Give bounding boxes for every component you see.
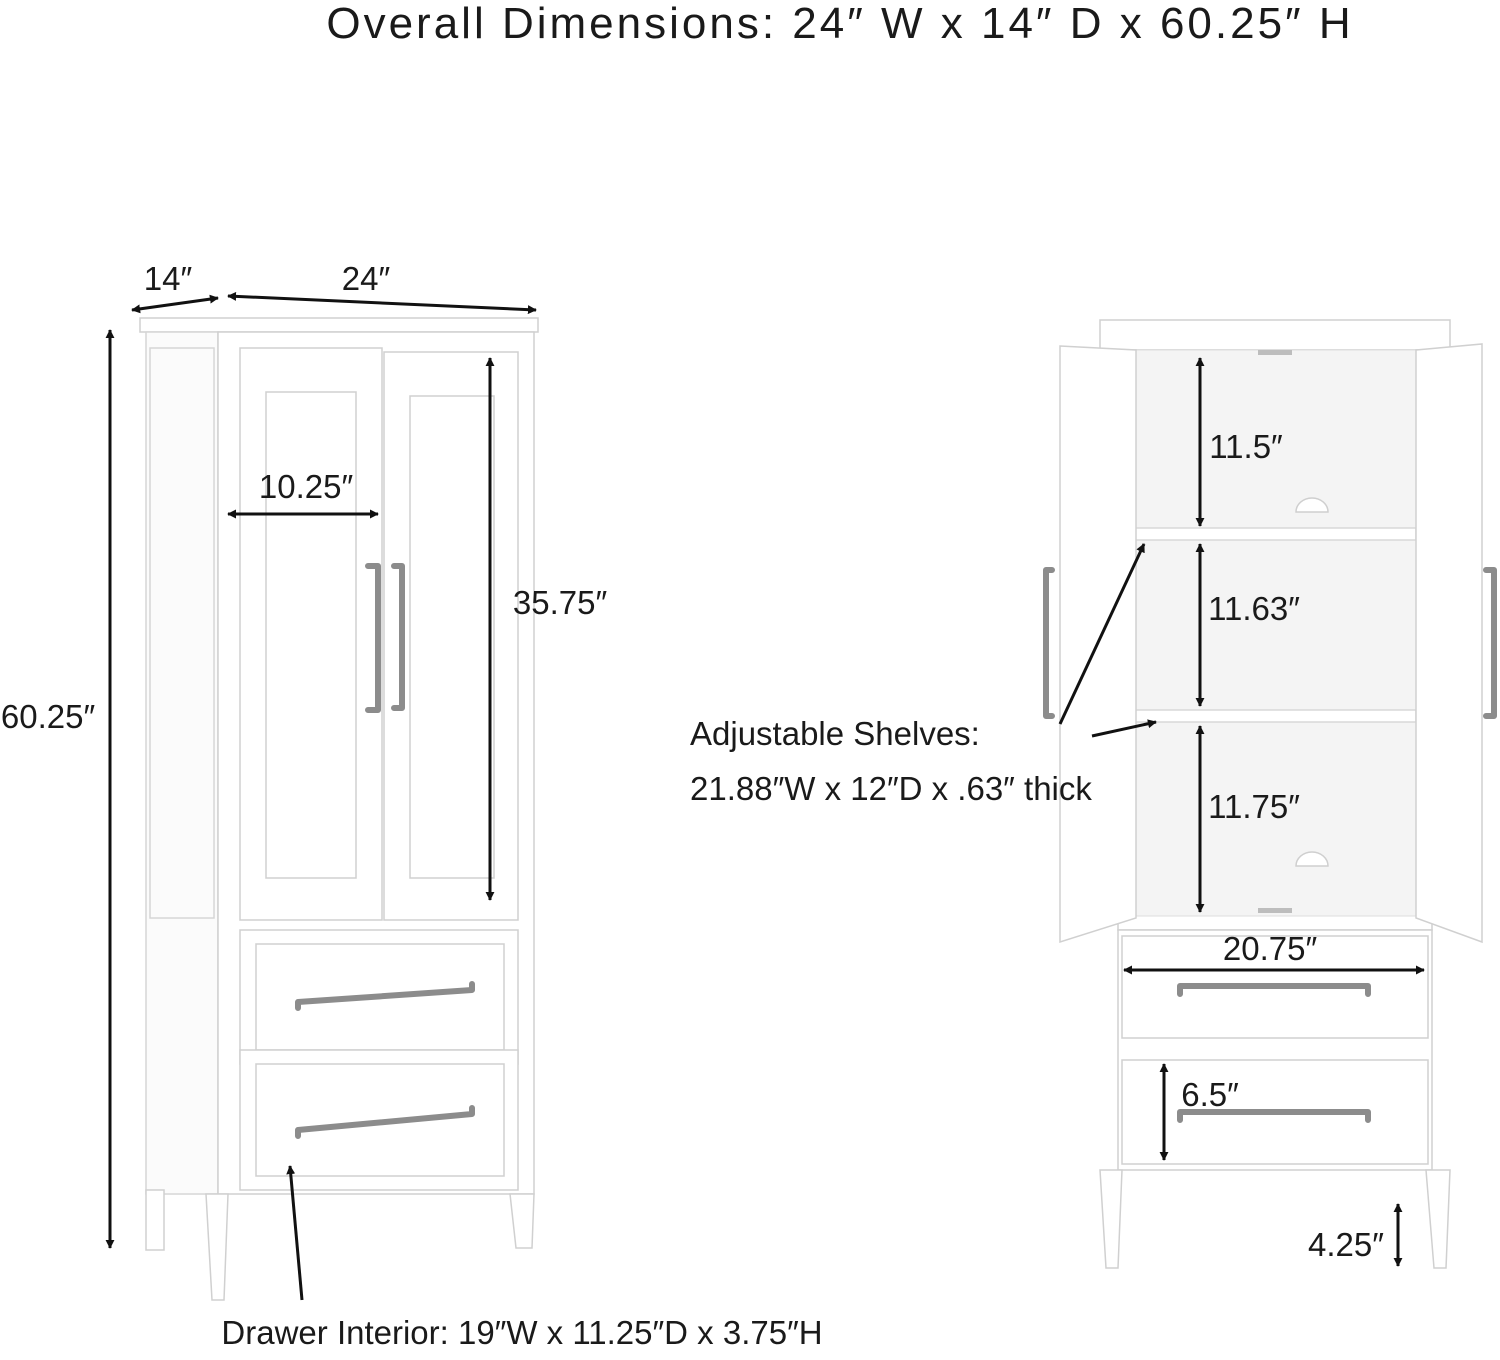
- leg-height-label: 4.25″: [1308, 1226, 1384, 1263]
- shelf-gap-3-label: 11.75″: [1208, 788, 1300, 825]
- depth-arrow: [132, 298, 218, 310]
- adjustable-shelves-title: Adjustable Shelves:: [690, 715, 980, 752]
- cabinet-leg: [146, 1190, 164, 1250]
- height-label: 60.25″: [0, 698, 96, 735]
- cabinet-leg: [206, 1194, 228, 1300]
- door-height-label: 35.75″: [512, 584, 608, 621]
- right-door-panel: [410, 396, 494, 878]
- cabinet-top: [140, 318, 538, 332]
- open-cabinet-leg: [1426, 1170, 1450, 1268]
- open-right-door-handle: [1486, 570, 1494, 716]
- left-door-panel: [266, 392, 356, 878]
- shelf: [1134, 528, 1416, 540]
- open-cabinet-top: [1100, 320, 1450, 350]
- cabinet-leg: [510, 1194, 534, 1248]
- open-cabinet-leg: [1100, 1170, 1122, 1268]
- drawer-height-label: 6.5″: [1181, 1076, 1239, 1113]
- width-label: 24″: [341, 260, 391, 297]
- drawer-width-label: 20.75″: [1222, 930, 1318, 967]
- drawer-interior-label: Drawer Interior: 19″W x 11.25″D x 3.75″H: [221, 1314, 823, 1351]
- depth-label: 14″: [143, 260, 193, 297]
- shelf: [1134, 710, 1416, 722]
- door-width-label: 10.25″: [258, 468, 354, 505]
- overall-dimensions-title: Overall Dimensions: 24″ W x 14″ D x 60.25″ H: [326, 0, 1354, 48]
- adjustable-shelves-detail: 21.88″W x 12″D x .63″ thick: [690, 770, 1092, 807]
- open-right-door: [1416, 344, 1482, 942]
- open-left-door-handle: [1046, 570, 1052, 716]
- shelf-gap-2-label: 11.63″: [1208, 590, 1300, 627]
- front-cabinet: [140, 318, 538, 1300]
- width-arrow: [228, 296, 536, 310]
- shelf-gap-1-label: 11.5″: [1209, 428, 1283, 465]
